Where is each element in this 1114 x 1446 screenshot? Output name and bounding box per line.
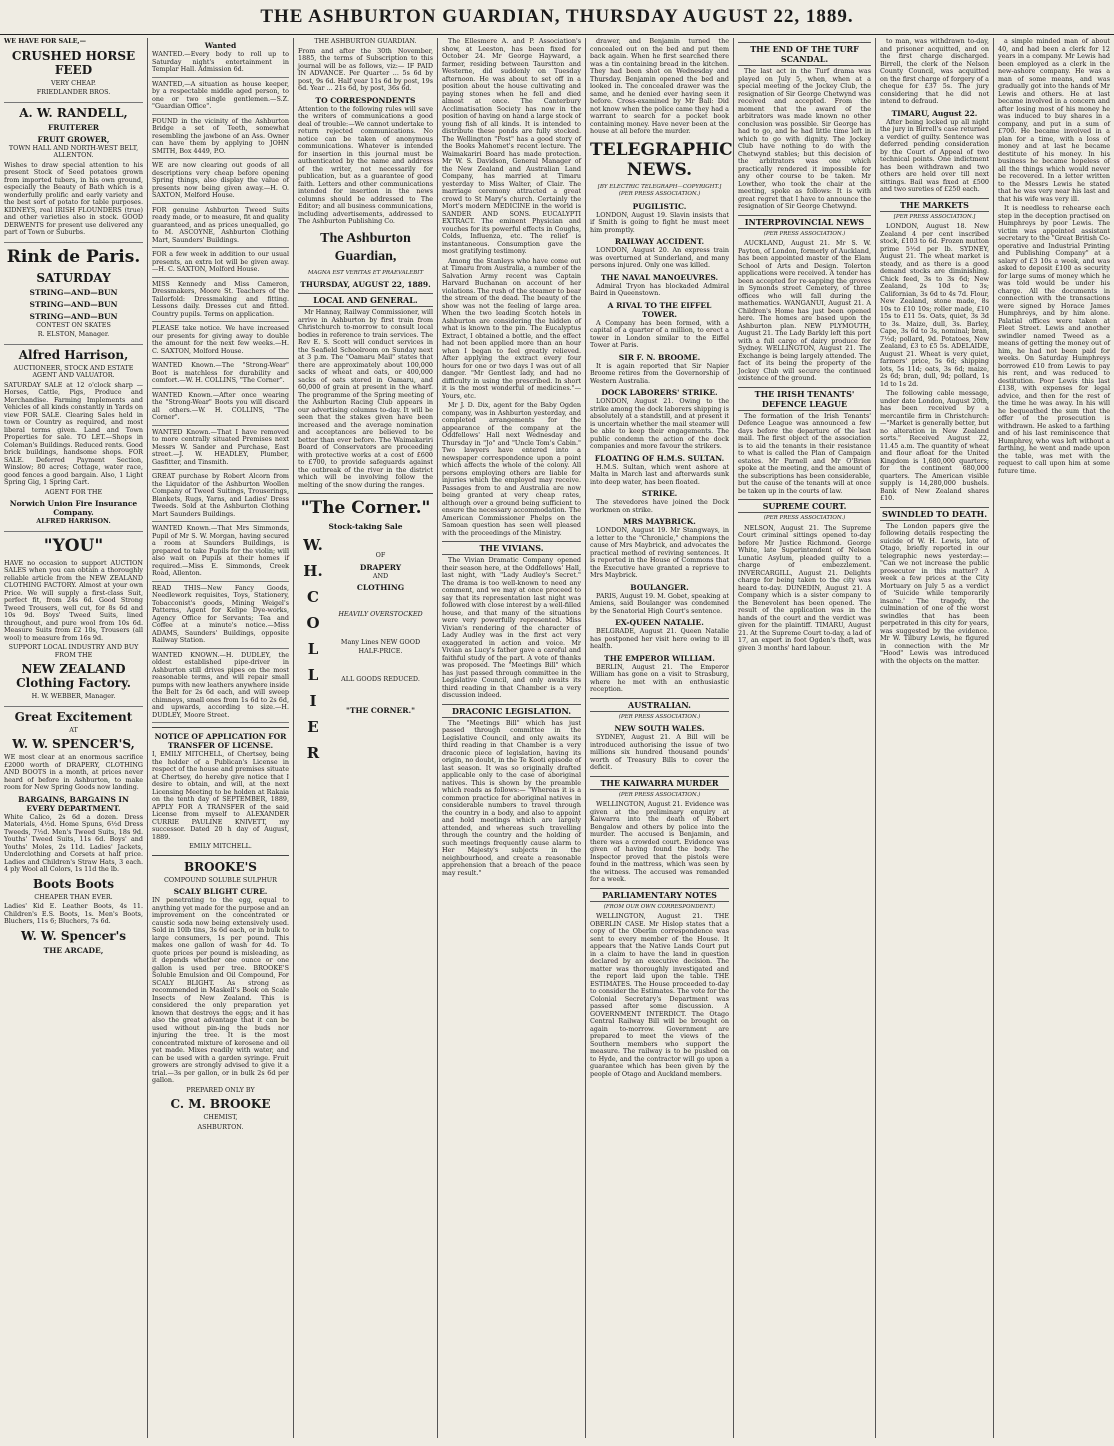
ad-sub: VERY CHEAP. — [51, 78, 96, 87]
markets-sub: [PER PRESS ASSOCIATION.] — [893, 213, 976, 220]
ad-intro: WE HAVE FOR SALE,— — [4, 38, 87, 45]
corner-letters — [298, 532, 328, 766]
classified-ad: WANTED Known.—That I have removed to more centrally situated Premises next Messrs W. Sander and Purchase, East street.—J. W. HEADLEY, Plumber, Gasfitter, and Tinsmith. — [152, 429, 289, 471]
telegraph-item-body: LONDON, August 19. Slavin insists that if Smith is going to fight he must meet him promptly. — [590, 210, 729, 234]
nsw-body: SYDNEY, August 21. A Bill will be introduced authorising the issue of two millions six hundred thousand pounds' worth of Treasury Bills to cover the deficit. — [590, 733, 729, 771]
rink-line3: STRING—AND—BUN — [29, 311, 118, 321]
ad-spencer — [4, 710, 143, 955]
telegraph-items — [590, 202, 729, 694]
divider — [298, 493, 433, 494]
correspondents-head: TO CORRESPONDENTS — [315, 95, 416, 105]
column-3 — [294, 38, 438, 1438]
interprov-head: INTERPROVINCIAL NEWS — [738, 215, 871, 229]
kaiwarra-sub: (PER PRESS ASSOCIATION.) — [618, 791, 701, 798]
telegraph-item-head: BOULANGER. — [630, 582, 689, 592]
wanted-ads — [152, 51, 289, 723]
correspondents-body: Attention to the following rules will save the writers of communications a good deal of trouble:—We cannot undertake to return rejected communications. No notice can be taken of anonymous communications. Whatever is intended for insertion in this journal must be authenticated by the name and address of the writer, not necessarily for publication, but as a guarantee of good faith. Letters and other communications intended for insertion in the news columns should be addressed to The Editor; and all business communications, including advertisements, addressed to The Ashburton Publishing Co. — [298, 104, 433, 225]
turf-body: The last act in the Turf drama was played on July 5, when, when at a special meeting of the Jockey Club, the resignation of Sir George Chetwynd was received and accepted. From the moment that the award of the arbitrators was made known no other conclusion was possible. Sir George has had to go, and he had little time left in which to go with dignity. The Jockey Club have nothing to do with the Chetwynd stables; but this decision of the arbitrators was one which practically rendered it impossible for any other course to be taken. Mr Lowther, who took the chair at the meeting, spoke as follows: It is with great regret that I have to announce the resignation of Sir George Chetwynd. — [738, 67, 871, 210]
vivians-body: The Vivian Dramatic Company opened their season here, at the Oddfellows' Hall, last night, with "Lady Audley's Secret." The drama is too well-known to need any comment, and we may at once proceed to say that its representation last night was followed with close interest by a well-filled house, and that many of the situations were very powerfully represented. Miss Vivian's rendering of the character of Lady Audley was in the first act very exaggerated in action and voice. Mr Vivian as Lucy's father gave a careful and faithful study of the part. A vote of thanks was proposed. The "Meetings Bill" which has just passed through committee in the Legislative Council, and only awaits its third reading in that Chamber is a very discussion indeed. — [442, 556, 581, 699]
rink-day: SATURDAY — [36, 270, 111, 285]
harrison-body: SATURDAY SALE at 12 o'clock sharp — Horses, Cattle, Pigs, Produce and Merchandise. Farming Implements and Vehicles of all kinds constantly in Yards on view FOR SALE. Clearing Sales held in town or Country as required, and most liberal terms given. Land and Town Properties for sale. TO LET.—Shops in Coleman's Buildings. Reduced rents. Good brick buildings, handsome shops. FOR SALE. Deferred Payment Section, Winslow; 80 acres; Cottage, water race, good fences a good bargain. Also, 1 Light Spring Gig, 1 Spring Cart. — [4, 380, 143, 486]
telegraph-item-body: A Company has been formed, with a capital of a quarter of a million, to erect a tower in London similar to the Eiffel Tower at Paris. — [590, 318, 729, 349]
parl-sub: (FROM OUR OWN CORRESPONDENT.) — [603, 903, 716, 910]
column-8 — [994, 38, 1114, 1438]
irish-body: The formation of the Irish Tenants' Defence League was announced a few days before the departure of the last mail. The first object of the association is to aid the tenants in their resistance to what is called the Plan of Campaign estates. Mr Parnell and Mr O'Brien spoke at the meeting, and the amount of the subscriptions has been considerable, but the cause of the tenants will at once be taken up in the courts of law. — [738, 411, 871, 495]
corner-and: AND — [372, 571, 389, 580]
corner-letter: I — [309, 692, 317, 710]
telegraph-item-body: The stevedores have joined the Dock workmen on strike. — [590, 498, 729, 514]
date-line: THURSDAY, AUGUST 22, 1889. — [300, 280, 431, 289]
notice-head: NOTICE OF APPLICATION FOR TRANSFER OF LICENSE. — [154, 732, 287, 750]
subscription-terms: From and after the 30th November, 1885, the terms of Subscription to this journal will be as follows, viz:— IF PAID IN ADVANCE. Per Quarter ... 5s 6d by post, 9s 6d. Half year 11s 6d by post, 19s 6d. Year ... 21s 6d, by post, 36s 6d. — [298, 46, 433, 92]
telegraph-item-head: FLOATING OF H.M.S. SULTAN. — [594, 453, 725, 463]
timaru-body: After being locked up all night the jury in Birrell's case returned a verdict of guilty. Sentence was deferred pending consideration by the Court of Appeal of two technical points. One indictment has been withdrawn and two others are held over till next sittings. Bail was fixed at £500 and two sureties of £250 each. — [880, 117, 989, 193]
corner-letter: W. — [303, 536, 323, 554]
rink-contest: CONTEST ON SKATES — [36, 320, 111, 329]
interprov-body: AUCKLAND, August 21. Mr S. W. Payton, of London, formerly of Auckland, has been appointed master of the Elam School of Arts and Design. Tolerton applications were received. A tender has been accepted for re-sapping the groves in Symonds street Cemetery, of three offices who will fall during the mathematics. WANGANUI, August 21. A Children's Home has just been opened here. The homes are based upon the Ashburton plan. NEW PLYMOUTH, August 21. The Lady Barkly left this port with a full cargo of dairy produce for Sydney. WELLINGTON, August 21. The Exchange is being largely attended. The fact of its being the property of the Jockey Club will secure the continued existence of the ground. — [738, 239, 871, 382]
ad-rink — [4, 247, 143, 345]
ad-sign: FRIEDLANDER BROS. — [36, 88, 111, 96]
spencer-bargains: BARGAINS, BARGAINS IN EVERY DEPARTMENT. — [18, 794, 129, 813]
corner-letter: L — [307, 666, 319, 684]
supreme-body: NELSON, August 21. The Supreme Court criminal sittings opened to-day before Mr Justice Richmond. George White, late Superintendent of Nelson Lunatic Asylum, pleaded guilty to a charge of embezzlement. INVERCARGILL, August 21. Delights charge for being taken to the city was heard to-day. DUNEDIN, August 21. A Company which is a sister company to the Benevolent has been opened. The result of the application was in the hands of the court and the verdict was given for the plaintiff. TIMARU, August 21. At the Supreme Court to-day, a lad of 17, an expert in foot Ogden's theft, was given 3 months' hard labour. — [738, 523, 871, 652]
australian-sub: (PER PRESS ASSOCIATION.) — [618, 713, 701, 720]
spencer-foot: W. W. Spencer's — [20, 928, 127, 943]
randell-body: Wishes to draw special attention to his present Stock of Seed potatoes grown from imported tubers, in his own ground, especially the Beauty of Bath which is a wonderfully prolific and early variety and the best sort of potato for table purposes. KIDNEYS, real IRISH FLOUNDERS (true) and other varieties also in stock. GOOD DERWENTS for present use delivered any part of Town or Suburbs. — [4, 160, 143, 236]
rink-line1: STRING—AND—BUN — [29, 287, 118, 297]
paper-motto: MAGNA EST VERITAS ET PRAEVALEBIT — [307, 269, 424, 276]
spencer-body: WE most clear at an enormous sacrifice £2000 worth of DRAPERY, CLOTHING AND BOOTS in a month, at prices never heard of before in Ashburton, to make room for New Spring Goods now landing. — [4, 753, 143, 791]
telegraphic-head: TELEGRAPHIC NEWS. — [590, 139, 733, 180]
timaru-head: TIMARU, August 22. — [891, 108, 978, 118]
column-6 — [734, 38, 876, 1438]
turf-head: THE END OF THE TURF SCANDAL. — [738, 42, 871, 66]
telegraph-item-head: DOCK LABORERS' STRIKE. — [601, 388, 718, 397]
swindle-body: The London papers give the following details respecting the suicide of W. H. Lewis, late of Otago, briefly reported in our telegraphic news yesterday:— "Can we not increase the public prosecutor in this matter? A week a few prices at the City Mortuary on July 5 as a verdict of 'Suicide while temporarily insane.' The tragedy, the culmination of one of the worst swindles that has been perpetrated in this city for years, was suggested by the evidence. Mr W. Tilbury Lewis, he figured in connection with the Mr "Hood" Lewis was introduced with the objects on the matter. — [880, 521, 989, 665]
local-body-cont: The Ellesmere A. and P. Association's show, at Leeston, has been fixed for October 24. Mr George Hayward, a farmer, residing between Taurstton and Westerne, did suddenly on Tuesday afternoon. He was about to set off in a position about the house cultivating and paying stones when he fell and died almost at once. The Canterbury Acclimatisation Society has now in the position of having on hand a large stock of young fish of all kinds. It is intended to distribute these ponds are fully stocked. The Wellington "Post" has a good story of the Books Mahomet's recent lecture. The Waimakariri Board has made protection. Mr W. S. Davidson, General Manager of the New Zealand and Australian Land Company, has married at Timaru yesterday to Miss Walter, of Clair. The marriage ceremony attracted a great crowd to St Mary's church. Certainly the Mort's modern MEDICINE in the world is SANDER AND SONS. EUCALYPTI EXTRACT. The eminent Physician and vouches for its powerful effects in Coughs, Colds, Influenza, etc. The relief is instantaneous. Consumption gave the most gratifying testimony. — [442, 38, 581, 255]
notice-sign: EMILY MITCHELL. — [189, 842, 252, 850]
spencer-arcade: THE ARCADE, — [43, 945, 104, 955]
telegraphic-sub: [BY ELECTRIC TELEGRAPH—COPYRIGHT.] (PER PRESS ASSOCIATION.) — [597, 183, 722, 197]
telegraph-item-head: STRIKE. — [641, 489, 678, 498]
telegraph-item-head: RAILWAY ACCIDENT. — [614, 237, 705, 246]
kaiwarra-head: THE KAIWARRA MURDER — [590, 776, 729, 790]
you-factory: NEW ZEALAND Clothing Factory. — [16, 662, 131, 690]
local-body: Mr Hannay, Railway Commissioner, will arrive in Ashburton by first train from Christchurch to-morrow to consult local bodies in reference to train services. The Rev E. S. Scott will conduct services in the Seafield Schoolroom on Sunday next at 3 p.m. The "Oamaru Mail" states that there are approximately about 100,000 sacks of wheat and oats, or 400,000 sacks of oats stored in Oamaru, and 60,000 of grain at present in the wharf. The programme of the Spring meeting of the Ashburton Racing Club appears in our advertising columns to-day. It will be seen that the stakes given have been increased and the average nomination and acceptances are believed to be better than ever before. The Waimakariri Board of Conservators are proceeding with protective works at a cost of £600 to £700, to provide safeguards against the outbreak of the river in the district which will be involving follow the melting of the snow during the ranges. — [298, 308, 433, 489]
ad-harrison — [4, 348, 143, 532]
corner-heavily: HEAVILY OVERSTOCKED — [338, 610, 423, 618]
corner-letter: C — [307, 588, 319, 606]
brooke-place: ASHBURTON. — [197, 1122, 244, 1131]
brooke-body: IN penetrating to the egg, equal to anything yet made for the purpose and an improvement on the concentrated or caustic soda now being extensively used. Sold in 10lb tins, 3s 6d each, or in bulk to large consumers, 1s per pound. This makes one gallon of wash for 4d. To quote prices per pound is misleading, as it depends whether one ounce or one gallon is used per tree. BROOKE'S Soluble Emulsion and Oil Compound, For SCALY BLIGHT. As strong as recommended in Maskell's Book on Scale Insects of New Zealand. This is considered the only preparation yet known that destroys the eggs; and it has also the great advantage that it can be used without pin-ing the buds nor injuring the tree. It is the most concentrated mixture of kerosene and oil yet made. Mixes readily with water, and can be used with a garden syringe. Fruit growers are strongly advised to give it a trial.—3s per gallon, or in bulk 2s 6d per gallon. — [152, 896, 289, 1084]
telegraph-item-head: EX-QUEEN NATALIE. — [615, 618, 704, 627]
brooke-role: CHEMIST, — [203, 1113, 238, 1121]
local-head: LOCAL AND GENERAL. — [298, 293, 433, 307]
corner-title: "The Corner." — [300, 498, 431, 518]
swindle-cont: a simple minded man of about 40, and had been a clerk for 12 years in a company. Mr Lewis had been employed as a clerk in the new-ashore company. He was a man of some means, and was gradually got into the hands of Mr Lewis and others. He at last became involved in a concern and after losing most of his money he was induced to buy shares in a company, and put in a sum of £700. He became involved in a plan for a time, with a loss of money and at last he became destitute of his money. In his business he became hopeless of all the things which would never be recovered. In a letter written to the Messrs Lewis he stated that he was very near his last and that his wife was very ill. — [998, 38, 1110, 203]
ad-title: CRUSHED HORSE FEED — [11, 48, 136, 77]
spencer-boots: Boots Boots — [32, 876, 115, 891]
classified-ad: GREAT purchase by Robert Alcorn from the Liquidator of the Ashburton Woollen Company of Tweed Suitings, Trouserings, Blankets, Rugs, Yarns, and Ladies' Dress Tweeds. Sold at the Ashburton Clothing Mart Saunders Buildings. — [152, 473, 289, 522]
telegraph-item-body: LONDON, August 21. Owing to the strike among the dock laborers shipping is absolutely at a standstill, and at present it is uncertain whether the mail steamer will be able to keep their engagements. The public condemn the action of the dock companies and more favour the strikers. — [590, 397, 729, 450]
parl-head: PARLIAMENTARY NOTES — [590, 888, 729, 902]
interprov-sub: (PER PRESS ASSOCIATION.) — [763, 230, 846, 237]
column-5 — [586, 38, 734, 1438]
guardian-small: THE ASHBURTON GUARDIAN. — [314, 38, 417, 45]
ad-you — [4, 536, 143, 707]
corner-right — [328, 532, 433, 766]
harrison-co: Norwich Union Fire Insurance Company. — [9, 499, 138, 517]
classified-ad: WANTED,—A situation as house keeper, by a respectable middle aged person, to one or two single gentlemen.—S.Z. "Guardian Office". — [152, 81, 289, 115]
corner-letter: L — [307, 640, 319, 658]
column-1 — [0, 38, 148, 1438]
classified-ad: WANTED KNOWN.—H. DUDLEY, the oldest established pipe-driver in Ashburton still drives pipes on the most reasonable terms, and will repair small pumps with new leathers anywhere inside the Belt for 2s 6d each, and will sweep chimneys, small ones from 1s 6d to 2s 6d, and upwards, according to size.—H. DUDLEY, Moore Street. — [152, 652, 289, 724]
classified-ad: WANTED Known.—After once wearing the "Strong-Wear" Boots you will discard all others.—W. H. COLLINS, "The Corner". — [152, 392, 289, 426]
ad-crushed-horse-feed — [4, 38, 143, 103]
telegraph-item-body: Admiral Tryon has blockaded Admiral Baird in Queenstown. — [590, 281, 729, 297]
you-body: HAVE no occasion to support AUCTION SALES when you can obtain a thoroughly reliable article from the NEW ZEALAND CLOTHING FACTORY. Almost at your own Price. We will supply a first-class Suit, perfect fit, from 24s 6d. Good Strong Tweed Trousers, well cut, for 8s 6d and 10s 9d. Boys' Tweed Suits, lined throughout, and pure wool from 10s 6d. Measure Suits from £2 10s, Trousers (all wool) to measure from 16s 9d. — [4, 558, 143, 642]
classified-ad: FOR a few week in addition to our usual presents, an extra lot will be given away.—H. C. SAXTON, Molford House. — [152, 251, 289, 278]
telegraph-item-head: THE EMPEROR WILLIAM. — [604, 653, 715, 663]
telegraph-item-head: MRS MAYBRICK. — [623, 517, 696, 526]
wanted-head: Wanted — [204, 41, 237, 50]
brooke-head: BROOKE'S — [184, 859, 257, 874]
classified-ad: WANTED.—Every body to roll up to Saturday night's entertainment in Templar Hall. Admission 6d. — [152, 51, 289, 78]
classified-ad: WANTED Known.—That Mrs Simmonds, Pupil of Mr S. W. Morgan, having secured a room at Saunders Buildings, is prepared to take Pupils for the violin; will also wait on Pupils at their homes if required.—Miss E. Simmonds, Creek Road, Allenton. — [152, 525, 289, 582]
telegraph-item-head: SIR F. N. BROOME. — [618, 352, 701, 362]
corner-letter: H. — [303, 562, 323, 580]
spencer-list: White Calico, 2s 6d a dozen. Dress Materials, 4½d. Home Spuns, 6½d Dress Tweeds, 7½d. Men's Tweed Suits, 18s 9d. Youths' Tweed Suits, 11s 6d. Boys' and Youths' Moles, 2s 11d. Ladies' Jackets, Underclothing and Corsets at half price. Ladies and Children's Straw Hats, 3 each. 4 ply Wool all Colors, 1s 11d the lb. — [4, 812, 143, 873]
corner-sub: Stock-taking Sale — [328, 522, 403, 531]
classified-ad: READ THIS—New Fancy Goods, Needlework requisites, Toys, Stationery, Tobacconist's goods, Mining Weigel's Patterns, Agent for Kelipe Dye-works, Agency Office for Servants; Tea and Coffee at a minute's notice.—Miss ADAMS, Saunders' Buildings, opposite Railway Station. — [152, 585, 289, 649]
harrison-sign: ALFRED HARRISON. — [36, 517, 111, 525]
supreme-cont: to man, was withdrawn to-day, and prisoner acquitted, and on the first charge discharged. Birrell, the clerk of the Nelson County Council, was acquitted on the first charge of forgery of a cheque for £37 5s. The jury considering that he did not intend to defraud. — [880, 38, 989, 105]
swindle-head: SWINDLED TO DEATH. — [881, 508, 987, 519]
supreme-sub: (PER PRESS ASSOCIATION.) — [763, 515, 846, 521]
brooke-prep: PREPARED ONLY BY — [186, 1085, 255, 1094]
swindle-cont2: It is needless to rehearse each step in the deception practised on Humphreys by poor Lewis. The victim was appointed assistant secretary to the "Great British Co-operative and Industrial Printing and Publishing Company" at a salary of £3 10s a week, and was asked to deposit £100 as security for large sums of money which he was told would be under his charge. All the documents in connection with the transactions were signed by Horace James Humphreys, and by him alone. Palatial offices were taken at Fleet Street. Lewis and another swindler named Tweed as a means of getting the money out of him, he had not been paid for weeks. On Saturday Humphreys borrowed £10 from Lewis to pay his rent, and was reduced to destitution. Poor Lewis this last £138, with expenses for legal advice, and then for the rest of the time he was away. In his will he bequeathed the sum that the offer of the prosecution is withdrawn. He asked to a farthing and of his last reminiscence that Humphrey, who was left without a farthing, he went and made upon the table, was met with the request to call upon him at some future time. — [998, 204, 1110, 475]
australian-head: AUSTRALIAN. — [590, 698, 729, 712]
brooke-sub: COMPOUND SOLUBLE SULPHUR — [164, 875, 277, 884]
corner-half: HALF-PRICE. — [358, 647, 403, 655]
divider — [152, 727, 289, 728]
column-2 — [148, 38, 294, 1438]
classified-ad: MISS Kennedy and Miss Cameron, Dressmakers, Moore St. Teachers of the Tailorfold: Dressmaking and fitting. Lessons daily. Dresses cut and fitted. Country pupils. Terms on application. — [152, 281, 289, 323]
paper-title: The Ashburton Guardian, — [320, 230, 411, 264]
kaiwarra-cont: drawer, and Benjamin turned the concealed out on the bed and put them back again. When he first searched there was a tin containing bread in the kitchen. They had been shot on Wednesday and Thursday. Benjamin opened the bed and looked in. The concealed drawer was the same, and he denied ever having seen it before. Cross-examined by Mr Ball: Did not know when the police came they had a warrant to search for a pocket book containing money. Have never been at the house at all before the murder. — [590, 38, 729, 135]
divider — [152, 855, 289, 856]
telegraph-item-body: BELGRADE, August 21. Queen Natalie has postponed her visit here owing to ill health. — [590, 627, 729, 650]
brooke-name: C. M. BROOKE — [170, 1097, 271, 1111]
brooke-title: SCALY BLIGHT CURE. — [173, 887, 268, 896]
rink-line2: STRING—AND—BUN — [29, 299, 118, 309]
telegraph-item-body: LONDON, August 19. Mr Stangways, in a letter to the "Chronicle," champions the cause of Mrs Maybrick, and advocates the practical method of reviving sentences. It is reported in the House of Commons that the Executive have granted a reprieve to Mrs Maybrick. — [590, 526, 729, 579]
telegraph-item-body: BERLIN, August 21. The Emperor William has gone on a visit to Strasburg, where he met with an enthusiastic reception. — [590, 662, 729, 693]
you-support: SUPPORT LOCAL INDUSTRY AND BUY FROM THE — [8, 643, 139, 659]
classified-ad: WANTED Known.—The "Strong-Wear" Boot is matchless for durability and comfort.—W. H. COLLINS, "The Corner". — [152, 362, 289, 389]
classified-ad: FOR genuine Ashburton Tweed Suits ready made, or to measure, fit and quality guaranteed, and as prices unequalled, go to M. ASCOYNE, Ashburton Clothing Mart, Saunders' Buildings. — [152, 207, 289, 249]
corner-clothing: CLOTHING — [356, 583, 405, 592]
notice-body: I, EMILY MITCHELL, of Chertsey, being the holder of a Publican's License in respect of the house and premises situate at Chertsey, do hereby give notice that I desire to obtain, and will, at the next Licensing Meeting to be holden at Rakaia on the tenth day of SEPTEMBER, 1889, APPLY FOR A TRANSFER of the said License from myself to ALEXANDER CURRIE PAULINE KNIVETT, my successor. Dated 20 h day of August, 1889. — [152, 750, 289, 841]
randell-trade2: FRUIT GROWER, — [37, 134, 110, 144]
corner-letter: E — [307, 718, 319, 736]
corner-letter: O — [306, 614, 320, 632]
vivians-head: THE VIVIANS. — [442, 541, 581, 555]
spencer-boots-list: Ladies' Kid E. Leather Boots, 4s 11. Children's E.S. Boots, 1s. Men's Boots, Bluchers, 11s 6; Bluchers, 7s 6d. — [4, 902, 143, 925]
telegraph-item-body: H.M.S. Sultan, which went ashore at Malta in March last and afterwards sunk into deep water, has been floated. — [590, 462, 729, 486]
classified-ad: FOUND in the vicinity of the Ashburton Bridge a set of Teeth, somewhat resembling the jawbone of an Ass. Owner can have them by applying to JOHN SMITH, Box 4449, P.O. — [152, 118, 289, 160]
parl-body: WELLINGTON, August 21. THE OBERLIN CASE. Mr Hislop states that a copy of the Oberlin correspondence was sent to every member of the House. It appears that the Native Lands Court put in a claim to have the land in question declared by an executive decision. The matter was thoroughly investigated and the report laid upon the table. THE ESTIMATES. The House proceeded to-day to consider the Estimates. The vote for the Colonial Secretary's Department was passed after some discussion. A GOVERNMENT INTERDICT. The Otago Central Railway Bill will be brought on again to-morrow. Government are prepared to meet the views of the Southern members who support the measure. The railway is to be pushed on to Hyde, and the contractor will go upon a guarantee which has been given by the people of Otago and Auckland members. — [590, 912, 729, 1078]
classified-ad: PLEASE take notice. We have increased our presents for giving away to double the amount for the next few weeks.—H. C. SAXTON, Molford House. — [152, 325, 289, 359]
corner-foot: "THE CORNER." — [346, 706, 415, 715]
corner-lines: Many Lines NEW GOOD — [340, 637, 421, 646]
harrison-sub: AUCTIONEER, STOCK AND ESTATE AGENT AND VALUATOR. — [13, 363, 134, 379]
draconic-body: The "Meetings Bill" which has just passed through committee in the Legislative Council, and only awaits its third reading in that Chamber is a very draconic piece of legislation, having its origin, no doubt, in the Te Kooti episode of last season. It was so originally drafted applicable only to the case of aboriginal natives. This is shown by the preamble which reads as follows:— "Whereas it is a common practice for aboriginal natives in considerable numbers to travel through the country in a body, and also to appoint and hold meetings which are largely attended, and whereas such travelling through the country and the holding of such meetings frequently cause alarm to Her Majesty's subjects in the neighbourhood, and create a reasonable apprehension that a breach of the peace may result." — [442, 718, 581, 877]
spencer-head: Great Excitement — [14, 709, 133, 724]
column-4 — [438, 38, 586, 1438]
corner-drapery: DRAPERY — [359, 562, 402, 572]
masthead: THE ASHBURTON GUARDIAN, THURSDAY AUGUST 22, 1889. — [0, 0, 1114, 35]
randell-trade1: FRUITERER — [47, 122, 100, 132]
harrison-agent: AGENT FOR THE — [44, 487, 103, 496]
telegraph-item-head: PUGILISTIC. — [632, 201, 687, 211]
telegraph-item-body: PARIS, August 19. M. Gobet, speaking at Amiens, said Boulanger was condemned by the Senatorial High Court's sentence. — [590, 591, 729, 615]
corner-block — [298, 532, 433, 766]
telegraph-item-head: THE NAVAL MANOEUVRES. — [600, 272, 719, 282]
classified-ad: WE are now clearing out goods of all descriptions very cheap before opening Spring things, also display the value of presents now being given away.—H. O. SAXTON, Melford House. — [152, 162, 289, 204]
corner-of: OF — [375, 551, 386, 559]
spencer-at: AT — [69, 725, 78, 734]
column-7 — [876, 38, 994, 1438]
harrison-name: Alfred Harrison, — [18, 347, 129, 362]
spencer-name: W. W. SPENCER'S, — [12, 737, 135, 751]
randell-name: A. W. RANDELL, — [19, 105, 128, 120]
rink-sign: R. ELSTON, Manager. — [37, 330, 110, 338]
randell-addr: TOWN HALL AND NORTH-WEST BELT, ALLENTON. — [8, 143, 139, 159]
markets-body2: The following cable message, under date London, August 20th, has been received by a mercantile firm in Christchurch:—"Market is generally better, but no alteration in New Zealand sorts." Received August 22, 11.45 a.m. The quantity of wheat and flour afloat for the United Kingdom is 1,680,000 quarters; for the continent 680,000 quarters. The American visible supply is 14,280,000 bushels. Bank of New Zealand shares £10. — [880, 389, 989, 502]
local-body-cont2: Among the Stanleys who have come out at Timaru from Australia, a number of the Salvation Army recent was Captain Harvard Buchanan on account of her violations. The rush of the steamer to bear the stream of the dead. The beauty of the show was not the feeling of large area. When the two leading Scotch hotels in Ashburton are considering the hidden of what is known to the pin. The Eucalyptus Extract, I obtained a bottle, and the effect had not been applied more than an hour when I began to feel greatly relieved. After applying the extract every four hours for one or two days I was out of all danger. "Mr Gentlest lady, and had no difficulty in using the prescribed. In short it is the most wonderful of medicines."—Yours, etc. — [442, 256, 581, 400]
supreme-head: SUPREME COURT. — [738, 499, 871, 513]
you-title: "YOU" — [43, 535, 104, 556]
irish-head: THE IRISH TENANTS' DEFENCE LEAGUE — [738, 387, 871, 411]
corner-reduced: ALL GOODS REDUCED. — [341, 674, 420, 683]
telegraph-item-body: LONDON, August 20. An express train was overturned at Sunderland, and many persons injured. Only one was killed. — [590, 246, 729, 269]
nsw-head: NEW SOUTH WALES. — [614, 724, 705, 733]
corner-letter: R — [306, 744, 320, 762]
ad-randell — [4, 106, 143, 243]
rink-title: Rink de Paris. — [6, 246, 141, 267]
telegraph-item-body: It is again reported that Sir Napier Broome retires from the Governorship of Western Australia. — [590, 361, 729, 385]
kaiwarra-body: WELLINGTON, August 21. Evidence was given at the preliminary enquiry at Kaiwarra into the death of Robert Bengalow and others by police into the murder. The accused is Benjamin, and there was a crowded court. Evidence was given of having found the body. The Inspector proved that the pistols were found in the mattress, which was seen by the witness. The accused was remanded for a week. — [590, 800, 729, 883]
markets-head: THE MARKETS — [880, 198, 989, 212]
markets-body: LONDON, August 18. New Zealand 4 per cent inscribed stock, £103 to 6d. Frozen mutton prime 5½d per lb. SYDNEY, August 21. The wheat market is steady, and as there is a good demand stocks are diminishing. Chick feed, 3s to 3s 6d; New Zealand, 2s 10d to 3s; Californian, 3s 6d to 4s 7d. Flour, New Zealand, stone made, 8s 10s to £10 10s; roller made, £10 15s to £11 5s. Oats, quiet, 3s 3d to 3s. Maize, dull, 3s. Barley, Cape, 3s 6d to 3s, nominal; bran, 7½d; pollard, 9d. Potatoes, New Zealand, £3 to £5 5s. ADELAIDE, August 21. Wheat is very quiet, farmers' price, 5s 6d; shipping lots, 5s 11d; oats, 3s 6d; maize, 2s 6d; bran, dull, 9d; pollard, 1s 1d to 1s 2d. — [880, 222, 989, 388]
spencer-boots-sub: CHEAPER THAN EVER. — [34, 892, 113, 901]
telegraph-item-head: A RIVAL TO THE EIFFEL TOWER. — [607, 300, 712, 319]
local-body-col3: Mr J. D. Dix, agent for the Baby Ogden company, was in Ashburton yesterday, and completed arrangements for the appearance of the company at the Oddfellows' Hall next Wednesday and Thursday in "Jo" and "Uncle Tom's Cabin." Two lawyers have entered into a newspaper correspondence upon a point which affects the whole of the colony. All persons employing others are liable for injuries which the employed may receive. Passages from to and Australia are now being granted at very cheap rates, although over a ground being sufficient to ensure the necessary accommodation. The American Commissioner Phelps on the Samoan question has seen well pleased with the proceedings of the Ministry. — [442, 401, 581, 537]
draconic-head: DRACONIC LEGISLATION. — [442, 704, 581, 718]
you-sign: H. W. WEBBER, Manager. — [31, 692, 116, 700]
